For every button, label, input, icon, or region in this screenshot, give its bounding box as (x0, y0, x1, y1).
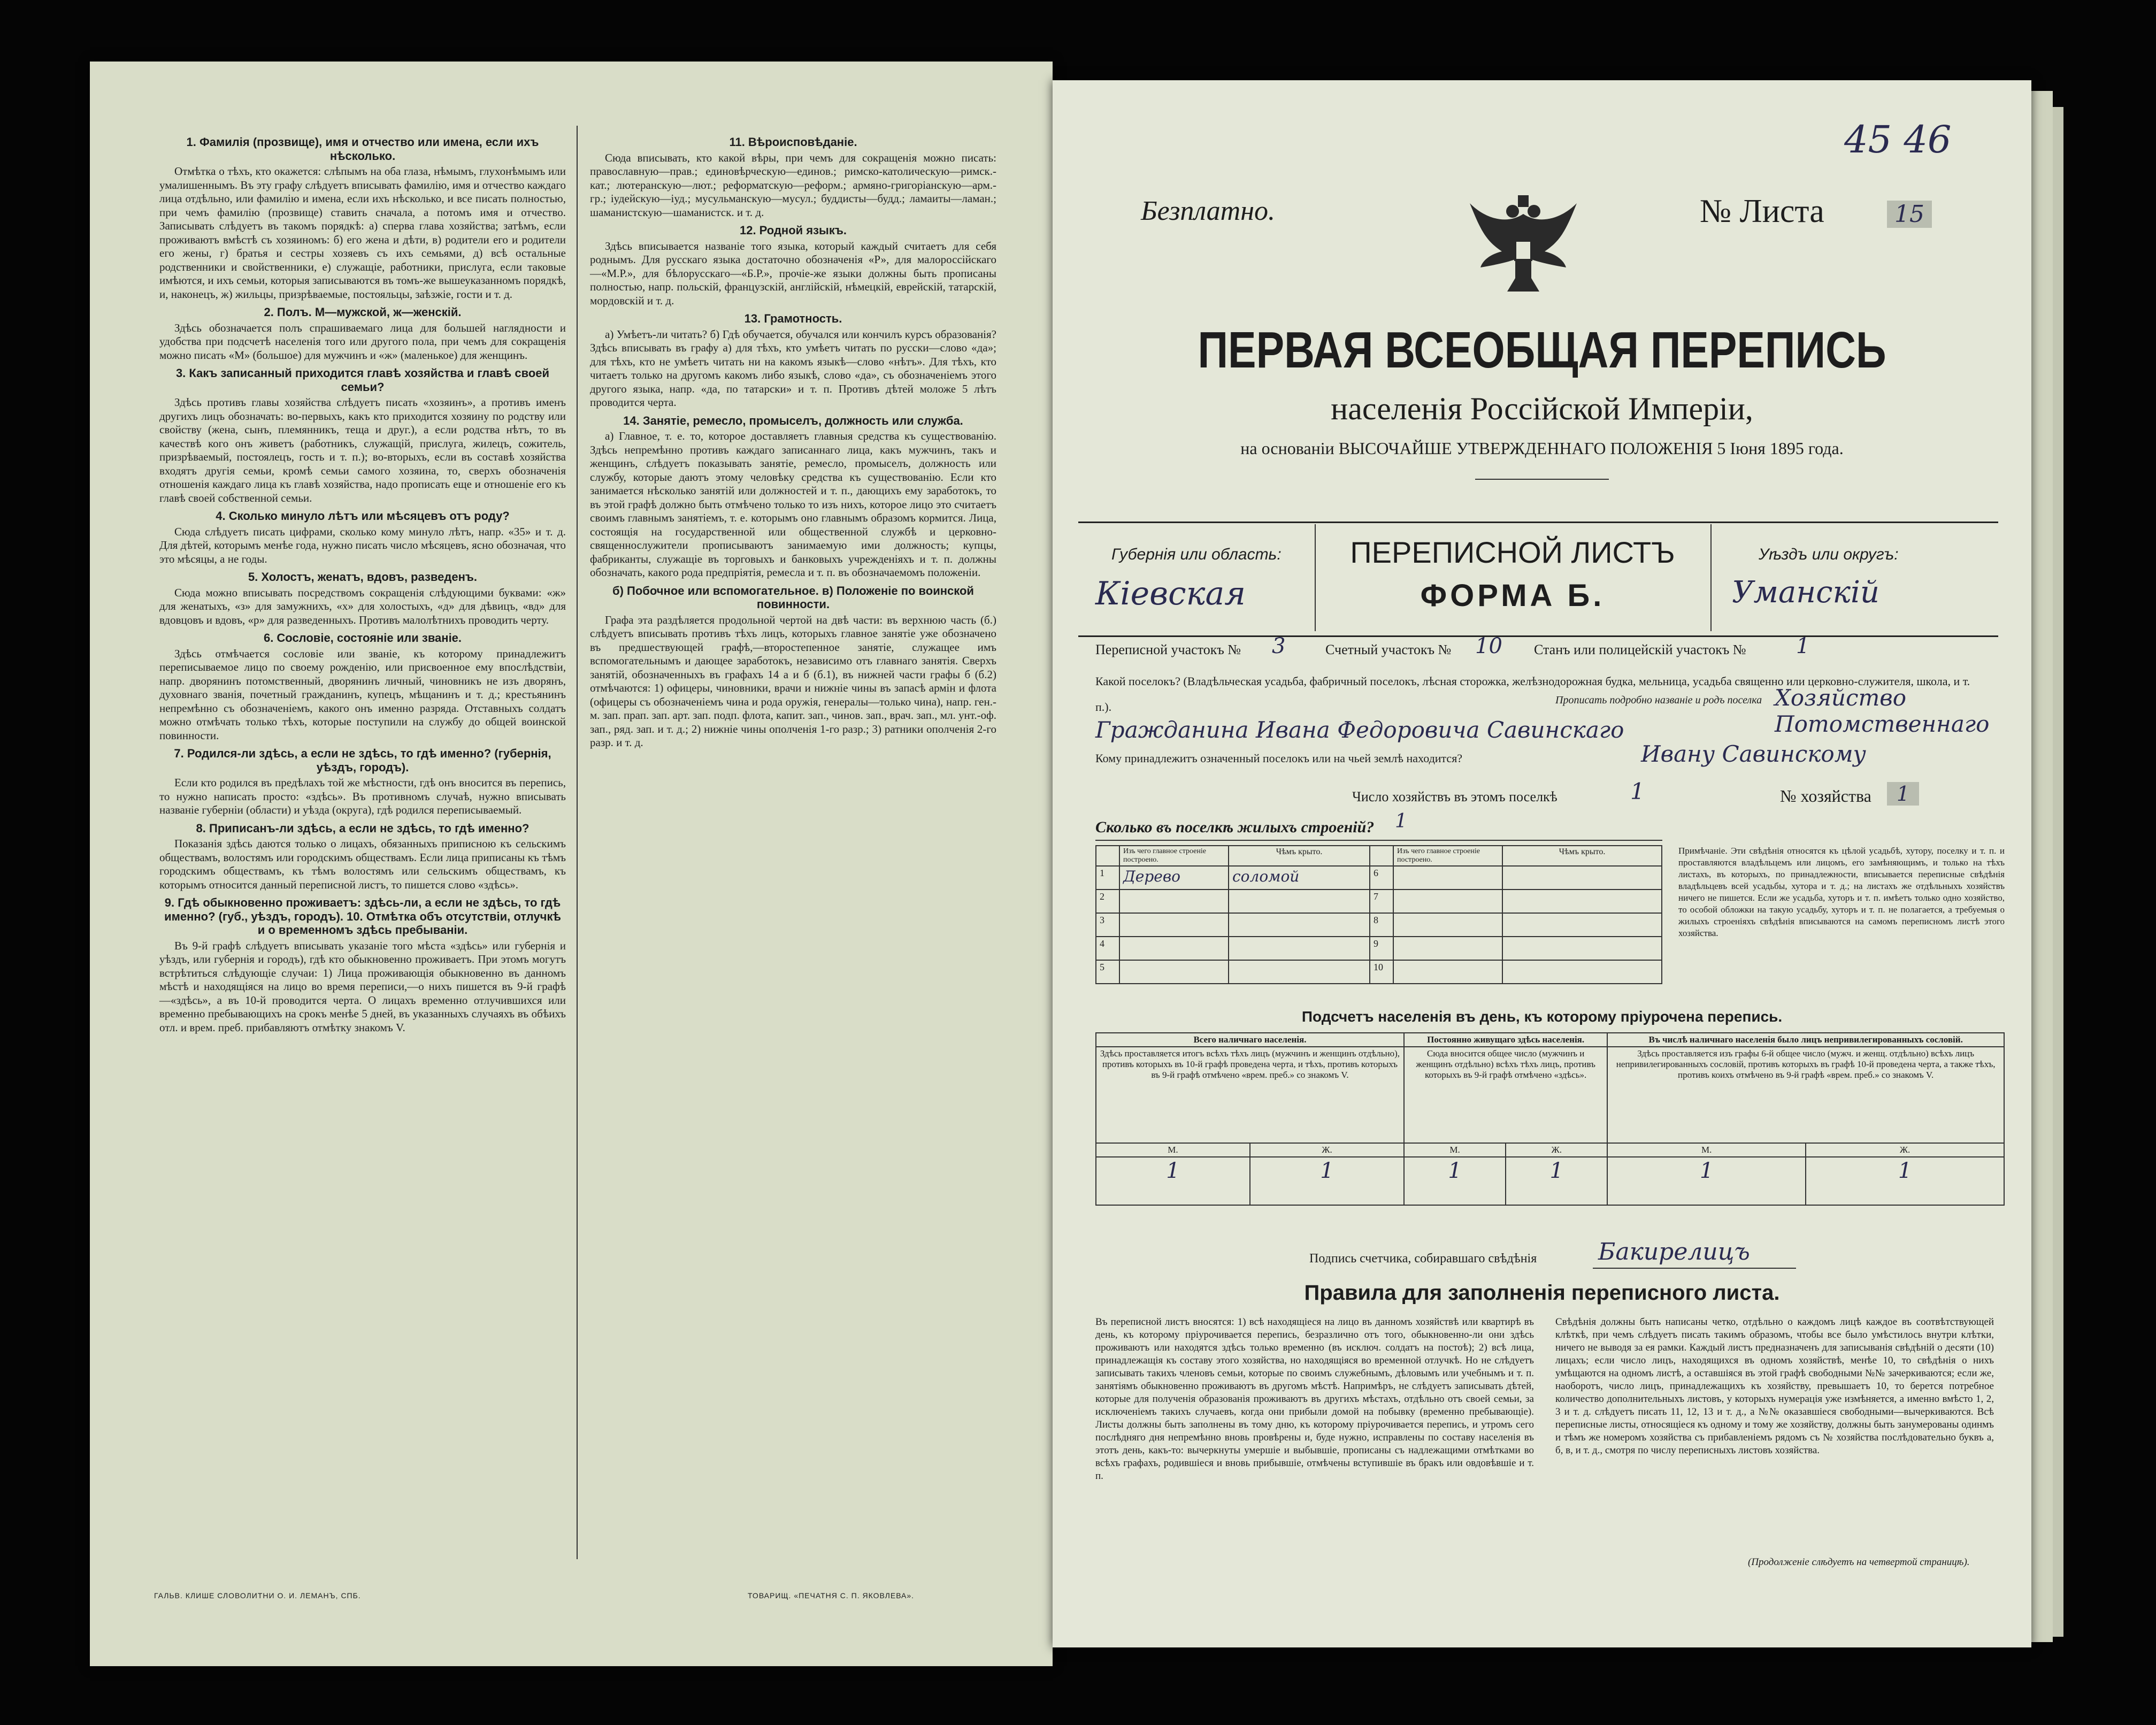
section-5-title: 5. Холостъ, женатъ, вдовъ, разведенъ. (248, 570, 478, 584)
female-count: 1 (1806, 1157, 2004, 1205)
counting-area-label: Счетный участокъ № (1325, 642, 1452, 657)
male-count: 1 (1607, 1157, 1806, 1205)
count-col-text: Сюда вносится общее число (мужчинъ и женщинъ отдѣльно) всѣхъ тѣхъ лицъ, противъ которыхъ въ 9-й графѣ отмѣчено «здѣсь». (1404, 1047, 1607, 1143)
row-number: 1 (1096, 866, 1119, 890)
section-7-text: Если кто родился въ предѣлахъ той же мѣстности, гдѣ онъ вносится въ перепись, то нужно написать просто: «здѣсь». Въ противномъ случаѣ, нужно вписывать названіе губерніи (области) и уѣзда (округа), гдѣ родился переписываемый. (159, 776, 566, 816)
section-2-text: Здѣсь обозначается полъ спрашиваемаго лица для большей наглядности и удобства при подсчетѣ населенія того или другого пола, при чемъ для сокращенія можно писать «М» (большое) для мужчинъ и «ж» (маленькое) для женщинъ. (159, 321, 566, 362)
buildings-note: Примѣчаніе. Эти свѣдѣнія относятся къ цѣлой усадьбѣ, хутору, поселку и т. п. и проставляются владѣльцемъ или лицомъ, его замѣняющимъ, и только на тѣхъ листахъ, въ которыхъ, по принадлежности, вписывается переписные свѣдѣнія владѣльцевъ всей усадьбы, хутора и т. д.; на листахъ же отдѣльныхъ хозяйствъ ничего не пишется. Если же усадьба, хуторъ и т. п. имѣетъ только одно хозяйство, то особой обложки на такую усадьбу, хуторъ и т. п. не полагается, а требуемыя о жилыхъ строеніяхъ свѣдѣнія вписываются на самомъ переписномъ листѣ этого хозяйства. (1678, 846, 2005, 938)
col-header: Изъ чего главное строеніе построено. (1119, 846, 1229, 866)
row-number: 4 (1096, 937, 1119, 960)
row-number: 3 (1096, 913, 1119, 937)
household-number-value: 1 (1887, 782, 1919, 806)
left-column-1 (159, 131, 566, 1038)
left-page (90, 62, 1053, 1666)
signature-line (1593, 1268, 1796, 1269)
settlement-label: Какой поселокъ? (Владѣльческая усадьба, фабричный поселокъ, лѣсная сторожка, желѣзнодорожная будка, мельница, усадьба священно или церковно-служителя, школа, и т. п.). (1095, 674, 1970, 714)
count-col-text: Здѣсь проставляется изъ графы 6-й общее число (мужч. и женщ. отдѣльно) всѣхъ лицъ непривилегированныхъ сословій, противъ которыхъ въ графѣ 10-й проведена черта, а также тѣхъ, противъ коихъ отмѣчено въ 9-й графѣ «врем. преб.» со знакомъ V. (1607, 1047, 2004, 1143)
count-col-text: Здѣсь проставляется итогъ всѣхъ тѣхъ лицъ (мужчинъ и женщинъ отдѣльно), противъ которыхъ въ 10-й графѣ проведена черта, и тѣхъ, противъ которыхъ въ 9-й графѣ отмѣчено «врем. преб.» со знакомъ V. (1096, 1047, 1404, 1143)
male-header: М. (1096, 1143, 1250, 1157)
row-number: 2 (1096, 890, 1119, 913)
female-count: 1 (1250, 1157, 1404, 1205)
section-13-text: а) Умѣетъ-ли читать? б) Гдѣ обучается, обучался или кончилъ курсъ образованія? Здѣсь вписывать въ графу а) для тѣхъ, кто умѣетъ читать по русски—слово «да»; для тѣхъ, кто не умѣетъ читать ни на какомъ языкѣ—слово «нѣтъ». Для тѣхъ, кто читаетъ только на другомъ какомъ либо языкѣ, слово «да», съ обозначеніемъ этого другого языка, напр. «да, по татарски» и т. п. Противъ дѣтей моложе 5 лѣтъ проводится черта. (590, 327, 996, 409)
male-count: 1 (1404, 1157, 1506, 1205)
female-header: Ж. (1250, 1143, 1404, 1157)
row-number: 10 (1370, 960, 1393, 984)
stan-value: 1 (1796, 634, 1810, 658)
households-label: Число хозяйствъ въ этомъ поселкѣ (1352, 789, 1557, 804)
owner-label: Кому принадлежитъ означенный поселокъ или на чьей землѣ находится? (1095, 752, 1463, 765)
section-14b-text: Графа эта раздѣляется продольной чертой на двѣ части: въ верхнюю часть (б.) слѣдуетъ вписывать противъ тѣхъ лицъ, которыхъ главное занятіе уже обозначено въ предшествующей графѣ,—второстепенное занятіе, служащее имъ вспомогательнымъ и дающее заработокъ, независимо отъ главнаго занятія. Сверхъ занятій, обозначенныхъ въ графахъ 14 а и б (б.1), въ нижней части графы б (б.2) отмѣчаются: 1) офицеры, чиновники, врачи и нижніе чины въ запасѣ армін и флота (офицеры съ обозначеніемъ чина и рода оружія, генералы—только чина), напр. ген.-м. зап. прап. зап. арт. зап. подп. флота, капит. зап., чинов. зап., врач. зап., мл. унт.-оф. зап., ряд. зап. и т. д.; 2) нижніе чины ополченія 1-го разр.; 3) ратники ополченія 2-го разр. и т. д. (590, 613, 996, 749)
signature-value: Бакирелицъ (1598, 1238, 1750, 1266)
section-1-text: Отмѣтка о тѣхъ, кто окажется: слѣпымъ на оба глаза, нѣмымъ, глухонѣмымъ или умалишеннымъ. Въ эту графу слѣдуетъ вписывать фамилію, имя и отчество каждаго лица отдѣльно, или фамилію и имена, если ихъ нѣсколько, и все писать полностью, при чемъ фамилію (прозвище) ставить сначала, а потомъ имя и отчество. Записывать слѣдуетъ въ такомъ порядкѣ: а) сперва глава хозяйства; затѣмъ, если проживаютъ вмѣстѣ съ хозяиномъ: б) его жена и дѣти, в) родители его и родители его жены, г) братья и сестры хозяевъ съ ихъ семьями, д) всѣ остальные родственники и свойственники, е) служащіе, работники, прислуга, если таковые имѣются, и ихъ семьи, которыя записываются въ томъ-же вышеуказанномъ порядкѣ, и, наконецъ, ж) жильцы, призрѣваемые, постояльцы, заѣзжіе, гости и т. д. (159, 165, 566, 301)
sheet-number-value: 15 (1887, 201, 1932, 228)
census-area-label: Переписной участокъ № (1095, 642, 1241, 657)
section-3-text: Здѣсь противъ главы хозяйства слѣдуетъ писать «хозяинъ», а противъ именъ другихъ лицъ обозначать: во-первыхъ, какъ кто приходится хозяину по родству или свойству (жена, сынъ, племянникъ, теща и друг.), а если родства нѣтъ, то въ качествѣ кого онъ живетъ (работникъ, служащій, прислуга, жилецъ, сожитель, призрѣваемый, постоялецъ, гость и т. п.); во-вторыхъ, если въ составѣ хозяйства входятъ другія семьи, кромѣ семьи самого хозяина, то, сверхъ обозначенія отношенія каждаго лица къ главѣ хозяйства, надо прописать еще и отношеніе его къ главѣ своей собственной семьи. (159, 396, 566, 504)
section-4-title: 4. Сколько минуло лѣтъ или мѣсяцевъ отъ роду? (216, 509, 510, 523)
archive-number: 45 46 (1844, 118, 1952, 162)
count-col-title: Всего наличнаго населенія. (1096, 1033, 1404, 1047)
section-9-title: 9. Гдѣ обыкновенно проживаетъ: здѣсь-ли, а если не здѣсь, то гдѣ именно? (губ., уѣздъ, городъ). 10. Отмѣтка объ отсутствіи, отлучкѣ и о временномъ здѣсь пребываніи. (164, 896, 561, 937)
male-count: 1 (1096, 1157, 1250, 1205)
households-value: 1 (1630, 778, 1645, 804)
male-header: М. (1404, 1143, 1506, 1157)
female-header: Ж. (1806, 1143, 2004, 1157)
district-value: Уманскій (1732, 575, 1879, 610)
buildings-label: Сколько въ поселкѣ жилыхъ строеній? (1095, 818, 1375, 836)
row-number: 7 (1370, 890, 1393, 913)
section-4-text: Сюда слѣдуетъ писать цифрами, сколько кому минуло лѣтъ, напр. «35» и т. д. Для дѣтей, которымъ менѣе года, нужно писать число мѣсяцевъ, ясно обозначая, что это мѣсяцы, а не годы. (159, 525, 566, 565)
buildings-table (1095, 845, 1662, 984)
section-13-title: 13. Грамотность. (744, 312, 842, 325)
divider (1095, 840, 1662, 841)
count-col-title: Въ числѣ наличнаго населенія было лицъ непривилегированныхъ сословій. (1607, 1033, 2004, 1047)
document-title: ПЕРВАЯ ВСЕОБЩАЯ ПЕРЕПИСЬ (1198, 321, 1886, 379)
printer-left: ГАЛЬВ. КЛИШЕ СЛОВОЛИТНИ О. И. ЛЕМАНЪ, СПБ. (154, 1591, 361, 1600)
female-count: 1 (1506, 1157, 1607, 1205)
male-header: М. (1607, 1143, 1806, 1157)
left-column-2 (590, 131, 996, 753)
document-subtitle: населенія Россійской Имперіи, (1331, 391, 1753, 426)
female-header: Ж. (1506, 1143, 1607, 1157)
rules-column-1: Въ переписной листъ вносятся: 1) всѣ находящіеся на лицо въ данномъ хозяйствѣ или квартирѣ въ день, къ которому пріурочивается перепись, безразлично отъ того, обыкновенно-ли они здѣсь проживаютъ или находятся здѣсь только временно (въ исключ. солдатъ на постоѣ); 2) всѣ лица, принадлежащія къ составу этого хозяйства, но находящіяся во временной отлучкѣ. Но не слѣдуетъ записывать такихъ членовъ семьи, которые по своимъ служебнымъ, дѣловымъ или учебнымъ и т. п. занятіямъ обыкновенно проживаютъ въ другомъ мѣстѣ. Напримѣръ, не слѣдуетъ записывать дѣтей, которые для полученія образованія проживаютъ въ другихъ мѣстахъ, отдѣльно отъ своей семьи, за исключеніемъ такихъ случаевъ, когда они прибыли домой на побывку (временно пребывающіе). Листы должны быть заполнены въ тому дню, къ которому пріурочивается перепись, и утромъ сего послѣдняго дня непремѣнно вновь провѣрены и, буде нужно, исправлены по составу населенія въ этотъ день, какъ-то: вычеркнуты умершіе и выбывшіе, прописаны съ надлежащими отмѣтками во всѣхъ графахъ, родившіеся и вновь прибывшіе, отмѣчены вступившіе въ бракъ или овдовѣвшіе и т. п. (1095, 1316, 1534, 1482)
signature-label: Подпись счетчика, собиравшаго свѣдѣнія (1309, 1252, 1537, 1266)
divider (1710, 524, 1712, 631)
census-area-value: 3 (1272, 634, 1286, 658)
stan-label: Станъ или полицейскій участокъ № (1534, 642, 1746, 657)
col-header: Изъ чего главное строеніе построено. (1393, 846, 1502, 866)
section-12-title: 12. Родной языкъ. (739, 224, 847, 237)
household-number-label: № хозяйства (1780, 786, 1871, 806)
section-8-text: Показанія здѣсь даются только о лицахъ, обязанныхъ приписною къ сельскимъ обществамъ, волостямъ или городскимъ обществамъ. Если лица приписаны къ тѣмъ городскимъ обществамъ, къ тѣмъ волостямъ или сельскимъ обществамъ, къ которымъ относится данный переписной листъ, то пишется слово «здѣсь». (159, 837, 566, 891)
section-14-text: а) Главное, т. е. то, которое доставляетъ главныя средства къ существованію. Здѣсь непремѣнно противъ каждаго записаннаго лица, какъ мужчинъ, такъ и женщинъ, слѣдуетъ показывать занятіе, ремесло, промыселъ, должность или службу, которые даютъ этому человѣку средства къ существованію. Если кто занимается нѣсколько занятій или должностей и т. п., дающихъ ему заработокъ, то въ этой графѣ должно быть отмѣчено только то изъ нихъ, которое лицо это считаетъ своимъ главнымъ занятіемъ, т. е. которымъ оно главнымъ образомъ кормится. Лица, состоящія на государственной или общественной службѣ и церковно-священнослужители прописываютъ занимаемую ими должность; купцы, фабриканты, служащіе въ торговыхъ и банковыхъ учрежденіяхъ и т. п. должны обозначать, какого рода предпріятія, ремесла и т. п. въ обозначаемомъ положеніи. (590, 430, 996, 579)
section-14b-title: б) Побочное или вспомогательное. в) Положеніе по воинской повинности. (612, 584, 974, 611)
rules-continue-note: (Продолженіе слѣдуетъ на четвертой страницѣ). (1748, 1557, 1970, 1568)
rules-column-2: Свѣдѣнія должны быть написаны четко, отдѣльно о каждомъ лицѣ каждое въ соотвѣтствующей клѣткѣ, при чемъ слѣдуетъ писать такимъ образомъ, чтобы все было умѣстилось внутри клѣтки, ничего не выводя за ея рамки. Каждый листъ предназначенъ для записыванія свѣдѣній о десяти (10) лицахъ; если число лицъ, находящихся въ одномъ хозяйствѣ, менѣе 10, то свѣдѣнія о нихъ умѣщаются на одномъ листѣ, а оставшіяся въ этой графѣ свободными №№ зачеркиваются; если же, наоборотъ, число лицъ, принадлежащихъ къ хозяйству, превышаетъ 10, то берется потребное количество дополнительныхъ листовъ, у которыхъ нумерація уже измѣняется, а именно вмѣсто 1, 2, 3 и т. д. слѣдуетъ писать 11, 12, 13 и т. д., а №№ оказавшіеся свободными—вычеркиваются. Всѣ переписные листы, относящіеся къ одному и тому же хозяйству, должны быть занумерованы одинмъ и тѣмъ же номеромъ хозяйства съ прибавленіемъ рядомъ съ № хозяйства послѣдовательно буквъ а, б, в, и т. д., смотря по числу переписныхъ листовъ хозяйства. (1555, 1316, 1994, 1456)
section-9-text: Въ 9-й графѣ слѣдуетъ вписывать указаніе того мѣста «здѣсь» или губернія и уѣздъ, или губернія и городъ), гдѣ кто обыкновенно проживаетъ. При этомъ могутъ встрѣтиться слѣдующіе случаи: 1) Лица проживающія обыкновенно въ данномъ мѣстѣ и находящіяся на лицо во время переписи,—о нихъ пишется въ 9-й графѣ—«здѣсь», а въ 10-й проводится черта. О лицахъ временно отлучившихся или временно пребывающихъ на срокъ менѣе 5 дней, въ указанныхъ случаяхъ въ обѣихъ отл. и врем. преб. прибавляютъ отмѣтку знакомъ V. (159, 939, 566, 1034)
page-edge (2053, 107, 2063, 1637)
section-6-text: Здѣсь отмѣчается сословіе или званіе, къ которому принадлежитъ переписываемое лицо по своему рожденію, или присвоенное ему впослѣдствіи, напр. дворянинъ потомственный, дворянинъ личный, чиновникъ не изъ дворянъ, духовнаго званія, почетный гражданинъ, купецъ, мѣщанинъ и т. д.; крестьянинъ непремѣнно съ обозначеніемъ, какого онъ именно разряда. Отставныхъ солдатъ можно отмѣчать только тѣхъ, которые поступили на службу до общей воинской повинности. (159, 647, 566, 742)
counting-area-value: 10 (1475, 634, 1502, 658)
col-header: Чѣмъ крыто. (1502, 846, 1662, 866)
column-divider (577, 126, 578, 1559)
section-14-title: 14. Занятіе, ремесло, промыселъ, должность или служба. (623, 413, 963, 427)
divider (1475, 479, 1609, 480)
buildings-value: 1 (1395, 810, 1407, 832)
row-number: 8 (1370, 913, 1393, 937)
decree-line: на основаніи ВЫСОЧАЙШЕ УТВЕРЖДЕННАГО ПОЛОЖЕНІЯ 5 Іюня 1895 года. (1240, 439, 1844, 458)
right-page (1053, 80, 2031, 1647)
settlement-hint: Прописать подробно названіе и родъ поселка (1555, 694, 1762, 706)
building-roof: соломой (1229, 866, 1370, 890)
row-number: 6 (1370, 866, 1393, 890)
section-12-text: Здѣсь вписывается названіе того языка, который каждый считаетъ для себя роднымъ. Для русскаго языка достаточно обозначенія «Р», для малороссійскаго—«М.Р.», для бѣлорусскаго—«Б.Р.», прочіе-же языки должны быть прописаны полностью, напр. польскій, французскій, англійскій, нѣмецкій, еврейскій, татарскій, мордовскій и т. д. (590, 239, 996, 307)
province-value: Кіевская (1095, 575, 1246, 612)
section-11-title: 11. Вѣроисповѣданіе. (729, 135, 857, 149)
population-count-table (1095, 1032, 2005, 1206)
imperial-eagle-icon (1464, 193, 1582, 300)
free-label: Безплатно. (1141, 196, 1276, 226)
count-title: Подсчетъ населенія въ день, къ которому пріурочена перепись. (1301, 1008, 1783, 1025)
page-edge (2031, 91, 2053, 1642)
district-label: Уѣздъ или округъ: (1759, 546, 1899, 563)
section-5-text: Сюда можно вписывать посредствомъ сокращенія слѣдующими буквами: «ж» для женатыхъ, «з» для замужнихъ, «х» для холостыхъ, «д» для дѣвицъ, «вд» для вдовцовъ и вдовъ, «р» для разведенныхъ. Противъ малолѣтнихъ проводить черту. (159, 586, 566, 626)
section-6-title: 6. Сословіе, состояніе или званіе. (263, 631, 462, 645)
row-number: 5 (1096, 960, 1119, 984)
settlement-value-1: Хозяйство Потомственнаго (1775, 685, 1990, 737)
col-header: Чѣмъ крыто. (1229, 846, 1370, 866)
owner-value: Ивану Савинскому (1641, 741, 1866, 767)
form-subtitle: ФОРМА Б. (1420, 578, 1605, 613)
section-1-title: 1. Фамилія (прозвище), имя и отчество или имена, если ихъ нѣсколько. (186, 135, 539, 163)
rules-title: Правила для заполненія переписного листа. (1304, 1281, 1780, 1305)
section-7-title: 7. Родился-ли здѣсь, а если не здѣсь, то гдѣ именно? (губернія, уѣздъ, городъ). (174, 747, 551, 774)
section-2-title: 2. Полъ. М—мужской, ж—женскій. (264, 305, 462, 319)
settlement-value-2: Гражданина Ивана Федоровича Савинскаго (1095, 717, 1624, 743)
section-3-title: 3. Какъ записанный приходится главѣ хозяйства и главѣ своей семьи? (175, 366, 550, 394)
count-col-title: Постоянно живущаго здѣсь населенія. (1404, 1033, 1607, 1047)
section-8-title: 8. Приписанъ-ли здѣсь, а если не здѣсь, то гдѣ именно? (196, 821, 530, 835)
row-number: 9 (1370, 937, 1393, 960)
building-material: Дерево (1119, 866, 1229, 890)
form-title: ПЕРЕПИСНОЙ ЛИСТЪ (1350, 535, 1675, 569)
printer-right: ТОВАРИЩ. «ПЕЧАТНЯ С. П. ЯКОВЛЕВА». (748, 1591, 915, 1600)
province-label: Губернія или область: (1111, 546, 1282, 563)
section-11-text: Сюда вписывать, кто какой вѣры, при чемъ для сокращенія можно писать: православную—прав.; единовѣрческую—единов.; римско-католическую—римск.-кат.; лютеранскую—лют.; реформатскую—реформ.; армяно-григоріанскую—арм.-гр.; іудейскую—іуд.; мусульманскую—мусул.; буддисты—будд.; ламаиты—ламан.; шаманистскую—шаманистск. и т. д. (590, 151, 996, 219)
sheet-number-label: № Листа (1700, 193, 1824, 229)
